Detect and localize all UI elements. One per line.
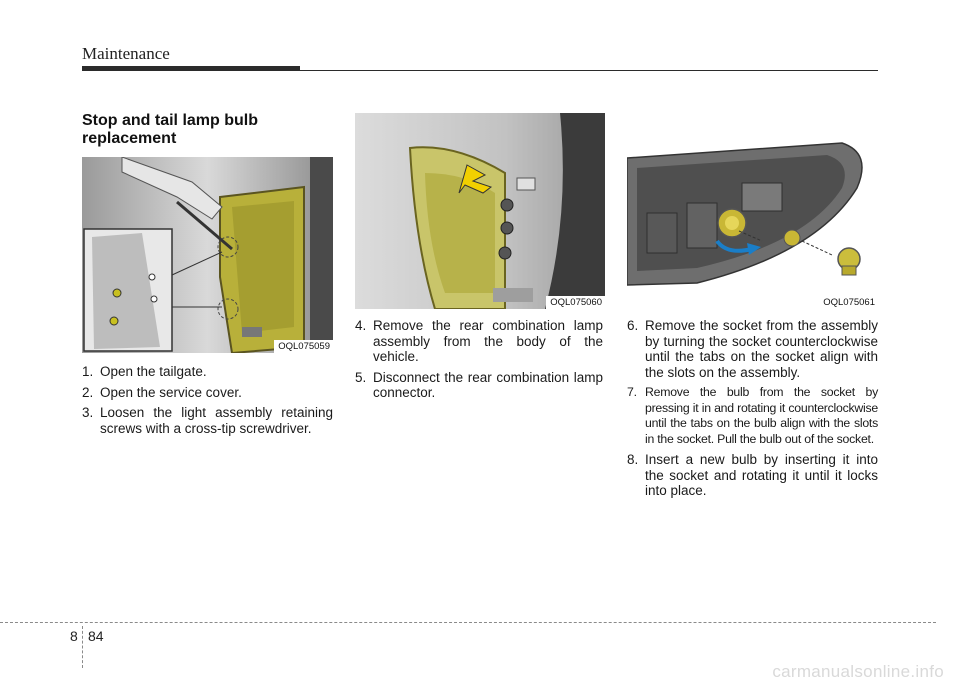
step-text: Open the service cover. <box>100 384 242 400</box>
figure-code: OQL075061 <box>819 296 878 309</box>
page-number: 84 <box>88 628 104 644</box>
chapter-number: 8 <box>70 628 78 644</box>
steps-column-3 <box>627 318 878 504</box>
step-item <box>82 364 333 380</box>
step-item <box>355 318 603 365</box>
step-number: 8. <box>627 452 639 467</box>
step-number: 7. <box>627 385 637 399</box>
step-number: 4. <box>355 318 367 333</box>
step-item <box>82 405 333 436</box>
step-item <box>627 452 878 499</box>
footer-divider <box>82 626 83 668</box>
figure-socket-bulb <box>627 113 878 309</box>
steps-column-1 <box>82 364 333 441</box>
lamp-assembly-illustration <box>355 113 605 309</box>
step-item <box>82 385 333 401</box>
figure-lamp-assembly <box>355 113 605 309</box>
step-text: Remove the rear combination lamp assembly from the body of the vehicle. <box>373 318 603 364</box>
steps-column-2 <box>355 318 603 406</box>
step-text: Loosen the light assembly retaining screws with a cross-tip screwdriver. <box>100 405 333 436</box>
page-header-title: Maintenance <box>82 44 170 63</box>
watermark: carmanualsonline.info <box>772 662 944 681</box>
step-number: 1. <box>82 364 94 379</box>
section-title: Stop and tail lamp bulb replacement <box>82 112 258 147</box>
step-item <box>627 385 878 447</box>
socket-bulb-illustration <box>627 113 878 309</box>
figure-code: OQL075060 <box>546 296 605 309</box>
figure-lamp-screws <box>82 157 333 353</box>
step-number: 6. <box>627 318 639 333</box>
step-text: Disconnect the rear combination lamp connector. <box>373 369 603 400</box>
step-text: Open the tailgate. <box>100 364 207 379</box>
step-text: Remove the bulb from the socket by pressing it in and rotating it counterclockwise until the tabs on the bulb align with the slots in the socket. Pull the bulb out of the socket. <box>645 385 878 446</box>
step-text: Insert a new bulb by inserting it into the socket and rotating it until it locks into place. <box>645 452 878 498</box>
header-rule-thin <box>300 70 878 71</box>
step-number: 5. <box>355 369 367 385</box>
step-item <box>627 318 878 380</box>
figure-code: OQL075059 <box>274 340 333 353</box>
step-item <box>355 370 603 401</box>
lamp-screws-illustration <box>82 157 333 353</box>
footer-rule <box>0 622 936 623</box>
header-rule-thick <box>82 66 300 71</box>
step-text: Remove the socket from the assembly by turning the socket counterclockwise until the tabs on the socket align with the slots on the assembly. <box>645 318 878 380</box>
step-number: 3. <box>82 405 94 420</box>
step-number: 2. <box>82 384 94 400</box>
